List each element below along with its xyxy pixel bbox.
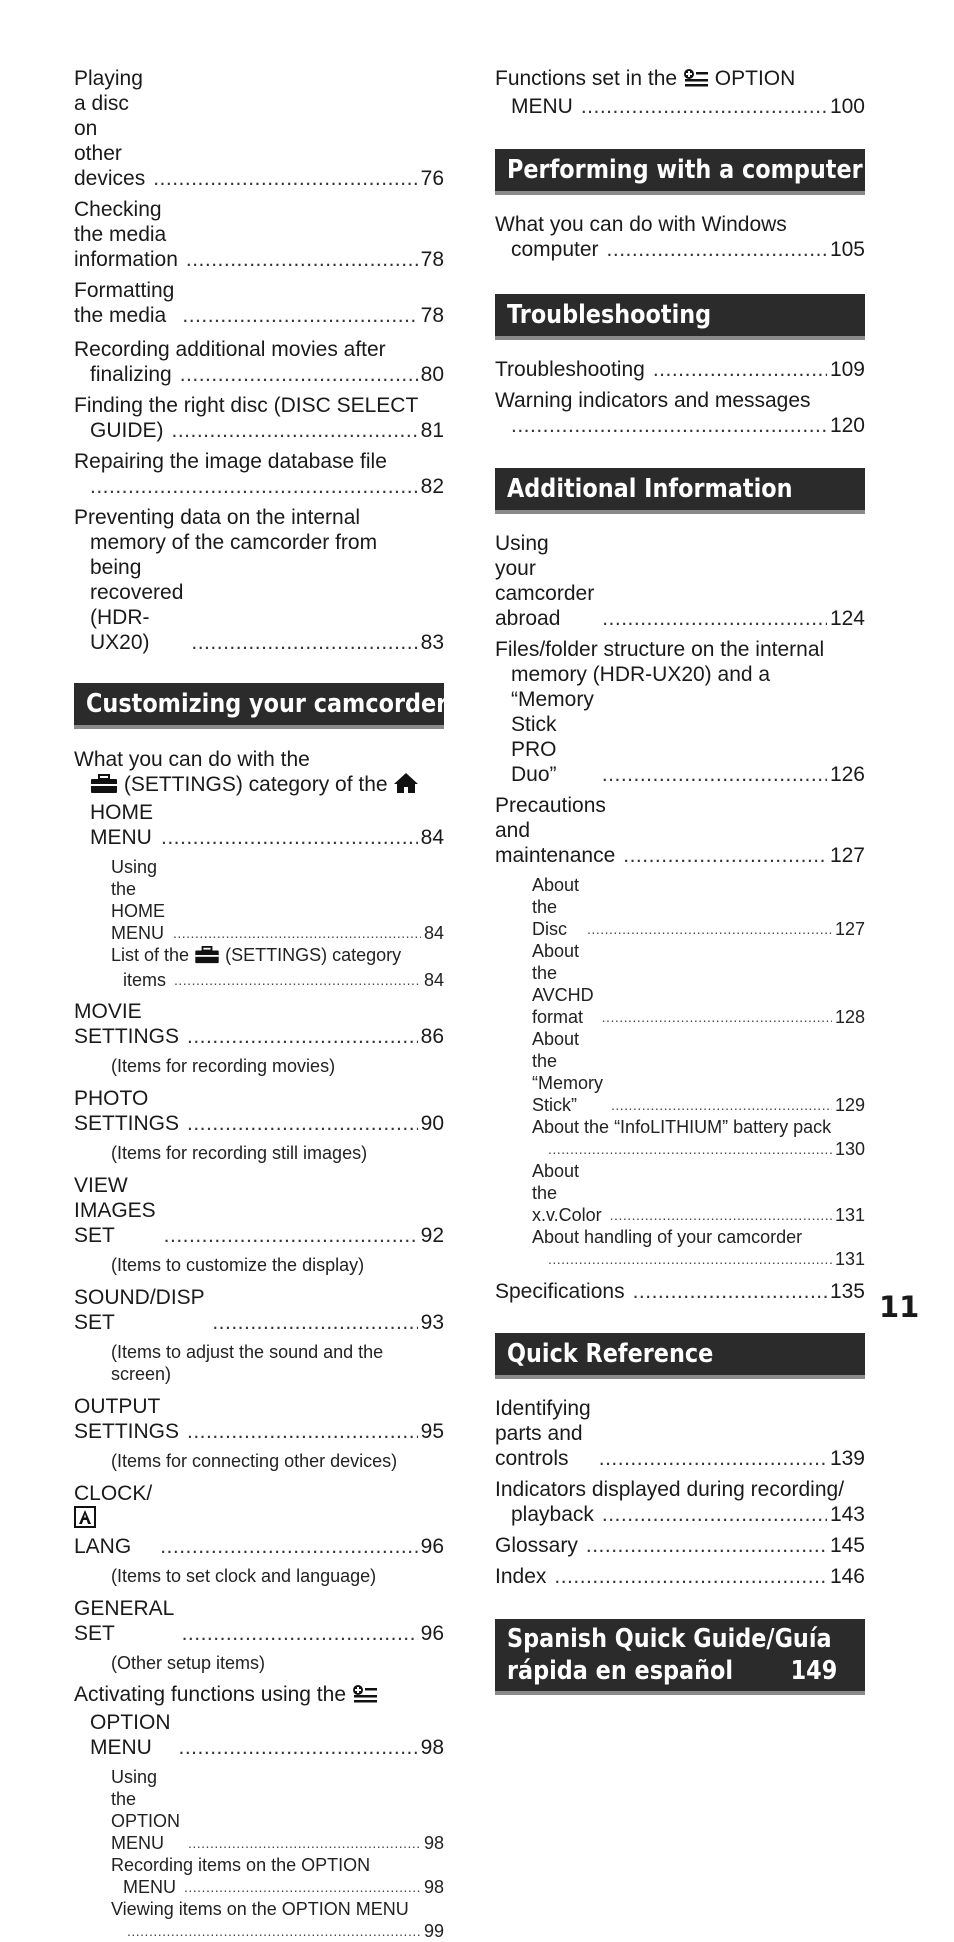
- toc-note: (Items for connecting other devices): [111, 1451, 398, 1471]
- toc-subentry[interactable]: List of the (SETTINGS) category items ..... 84: [74, 944, 444, 991]
- toc-entry[interactable]: SOUND/DISP SET ..... 93: [74, 1285, 444, 1335]
- page-number: 11: [879, 1290, 920, 1324]
- toc-entry[interactable]: What you can do with the (SETTINGS) category of the HOME MENU ..... 84: [74, 747, 444, 850]
- toc-subentry[interactable]: About the AVCHD format ..... 128: [495, 940, 865, 1028]
- toc-subentry[interactable]: About handling of your camcorder ..... 131: [495, 1226, 865, 1270]
- option-menu-icon: [352, 1684, 378, 1710]
- section-header-computer: Performing with a computer: [495, 149, 865, 195]
- toc-entry[interactable]: Specifications ..... 135: [495, 1279, 865, 1304]
- toc-entry[interactable]: Activating functions using the OPTION MENU ..... 98: [74, 1682, 444, 1760]
- toc-entry[interactable]: Functions set in the OPTION MENU ..... 100: [495, 66, 865, 119]
- toc-entry[interactable]: Preventing data on the internal memory of the camcorder from being recovered (HDR-UX20) ..... 83: [74, 505, 444, 655]
- section-header-additional-information: Additional Information: [495, 468, 865, 514]
- toc-note: (Items to adjust the sound and the screen): [111, 1342, 384, 1384]
- house-icon: [393, 772, 419, 800]
- toc-subentry[interactable]: About the x.v.Color ..... 131: [495, 1160, 865, 1226]
- toc-entry[interactable]: GENERAL SET ..... 96: [74, 1596, 444, 1646]
- toc-entry[interactable]: MOVIE SETTINGS ..... 86: [74, 999, 444, 1049]
- toc-note: (Items to set clock and language): [111, 1566, 377, 1586]
- toc-entry[interactable]: Using your camcorder abroad ..... 124: [495, 531, 865, 631]
- toc-entry[interactable]: Files/folder structure on the internal memory (HDR-UX20) and a “Memory Stick PRO Duo” ..... 126: [495, 637, 865, 787]
- toc-note: (Items for recording movies): [111, 1056, 336, 1076]
- toc-left-column: [74, 66, 448, 1942]
- section-header-spanish-guide[interactable]: Spanish Quick Guide/Guía rápida en español 149: [495, 1619, 865, 1695]
- section-header-quick-reference: Quick Reference: [495, 1333, 865, 1379]
- toc-entry[interactable]: PHOTO SETTINGS ..... 90: [74, 1086, 444, 1136]
- toc-entry[interactable]: Precautions and maintenance ..... 127: [495, 793, 865, 868]
- toc-entry[interactable]: Formatting the media ..... 78: [74, 278, 444, 328]
- toc-subentry[interactable]: Using the OPTION MENU ..... 98: [74, 1766, 444, 1854]
- toolbox-icon: [90, 774, 118, 800]
- spanish-guide-page: 149: [790, 1656, 837, 1686]
- toc-entry[interactable]: Glossary ..... 145: [495, 1533, 865, 1558]
- language-a-icon: [74, 1506, 96, 1534]
- toc-right-column: [495, 66, 865, 1695]
- toc-entry[interactable]: Index ..... 146: [495, 1564, 865, 1589]
- section-header-customizing: Customizing your camcorder: [74, 683, 444, 729]
- toc-subentry[interactable]: Recording items on the OPTION MENU ..... 98: [74, 1854, 444, 1898]
- toc-entry[interactable]: OUTPUT SETTINGS ..... 95: [74, 1394, 444, 1444]
- toc-subentry[interactable]: Viewing items on the OPTION MENU ..... 99: [74, 1898, 444, 1942]
- toc-entry[interactable]: Playing a disc on other devices ..... 76: [74, 66, 444, 191]
- toc-subentry[interactable]: About the “InfoLITHIUM” battery pack ..... 130: [495, 1116, 865, 1160]
- toc-entry[interactable]: Checking the media information ..... 78: [74, 197, 444, 272]
- toc-note: (Items to customize the display): [111, 1255, 365, 1275]
- toc-subentry[interactable]: About the “Memory Stick” ..... 129: [495, 1028, 865, 1116]
- toc-note: (Items for recording still images): [111, 1143, 368, 1163]
- toc-entry[interactable]: Troubleshooting ..... 109: [495, 357, 865, 382]
- toc-entry[interactable]: Indicators displayed during recording/ playback ..... 143: [495, 1477, 865, 1527]
- toc-entry[interactable]: Repairing the image database file ..... 82: [74, 449, 444, 499]
- toc-note: (Other setup items): [111, 1653, 266, 1673]
- toc-subentry[interactable]: About the Disc ..... 127: [495, 874, 865, 940]
- toolbox-icon: [194, 946, 220, 969]
- toc-entry[interactable]: Identifying parts and controls ..... 139: [495, 1396, 865, 1471]
- toc-entry[interactable]: VIEW IMAGES SET ..... 92: [74, 1173, 444, 1248]
- toc-subentry[interactable]: Using the HOME MENU ..... 84: [74, 856, 444, 944]
- toc-entry[interactable]: Finding the right disc (DISC SELECT GUIDE) ..... 81: [74, 393, 444, 443]
- toc-entry[interactable]: CLOCK/ LANG ..... 96: [74, 1481, 444, 1559]
- option-menu-icon: [683, 68, 709, 94]
- toc-entry[interactable]: Warning indicators and messages ..... 120: [495, 388, 865, 438]
- toc-entry[interactable]: Recording additional movies after finalizing ..... 80: [74, 337, 444, 387]
- toc-entry[interactable]: What you can do with Windows computer ..... 105: [495, 212, 865, 262]
- section-header-troubleshooting: Troubleshooting: [495, 294, 865, 340]
